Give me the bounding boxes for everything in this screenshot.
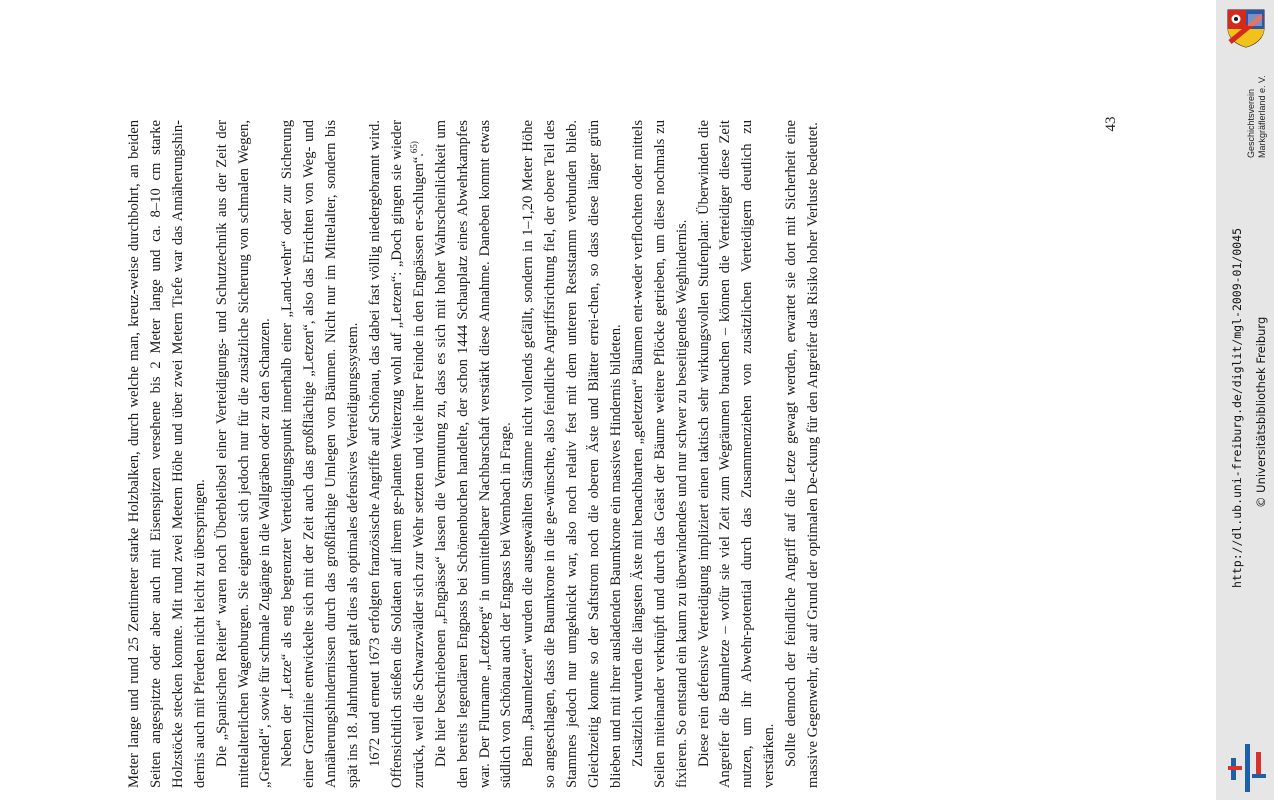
- permalink-url[interactable]: http://dl.ub.uni-freiburg.de/diglit/mgl-2009-01/0045: [1230, 227, 1244, 588]
- paragraph: Beim „Baumletzen“ wurden die ausgewählten Stämme nicht vollends gefällt, sondern in 1–1,20 Meter Höhe so angeschlagen, dass die Baumkrone in die ge-wünschte, also feindliche Angriffsrichtung fiel, der obere Teil des Stammes jedoch nur umgeknickt war, also noch relativ fest mit dem unteren Reststamm verbunden blieb. Gleichzeitig konnte so der Saftstrom noch die oberen Äste und Blätter errei-chen, so dass diese länger grün blieben und mit ihrer ausladenden Baumkrone ein massives Hindernis bildeten.: [520, 120, 624, 788]
- paragraph-with-footnote: [365, 120, 431, 788]
- paragraph: Die hier beschriebenen „Engpässe“ lassen die Vermutung zu, dass es sich mit hoher Wahrscheinlichkeit um den bereits legendären Engpass bei Schönenbuchen handelte, der schon 1444 Schauplatz eines Abwehrkampfes war. Der Flurname „Letzberg“ in unmittelbarer Nachbarschaft verstärkt diese Annahme. Daneben kommt etwas südlich von Schönau auch der Engpass bei Wembach in Frage.: [432, 120, 515, 788]
- paragraph: Diese rein defensive Verteidigung impliziert einen taktisch sehr wirkungsvollen Stufenplan: Überwinden die Angreifer die Baumletze – wofür sie viel Zeit zum Wegräumen brauchen – können die Verteidiger diese Zeit nutzen, um ihr Abwehr-potential durch das Zusammenziehen von zusätzlichen Verteidigern deutlich zu verstärken.: [695, 120, 778, 788]
- association-name-line2: Markgräflerland e. V.: [1257, 75, 1267, 158]
- page-number: 43: [1102, 116, 1119, 132]
- footnote-ref: 65): [408, 141, 419, 154]
- copyright-notice: © Universitätsbibliothek Freiburg: [1254, 316, 1268, 508]
- paragraph: Die „Spanischen Reiter“ waren noch Überbleibsel einer Verteidigungs- und Schutztechnik aus der Zeit der mittelalterlichen Wagenburgen. Sie eigneten sich jedoch nur für die zusätzliche Sicherung von schmalen Wegen, „Grendel“, sowie für schmale Zugänge in die Wallgräben oder zu den Schanzen.: [213, 120, 274, 788]
- association-name-line1: Geschichtsverein: [1246, 88, 1256, 158]
- paragraph: Meter lange und rund 25 Zentimeter starke Holzbalken, durch welche man, kreuz-weise durchbohrt, an beiden Seiten angespitzte oder aber auch mit Eisenspitzen versehene bis 2 Meter lange und ca. 8–10 cm starke Holzstöcke stecken konnte. Mit rund zwei Metern Höhe und über zwei Metern Tiefe war das Annäherungshin-dernis auch mit Pferden nicht leicht zu überspringen.: [126, 120, 208, 788]
- paragraph: Zusätzlich wurden die längsten Äste mit benachbarten „geletzten“ Bäumen ent-weder verflochten oder mittels Seilen miteinander verknüpft und durch das Geäst der Bäume weitere Pflöcke getrieben, um diese nochmals zu fixieren. So entstand ein kaum zu überwindendes und nur schwer zu beseitigendes Weghindernis.: [629, 120, 690, 788]
- paragraph: Sollte dennoch der feindliche Angriff auf die Letze gewagt werden, erwartet sie dort mit Sicherheit eine massive Gegenwehr, die auf Grund der optimalen De-ckung für den Angreifer das Risiko hoher Verluste bedeutet.: [783, 120, 822, 788]
- paragraph-text: 1672 und erneut 1673 erfolgten französische Angriffe auf Schönau, das dabei fast völlig niedergebrannt wird. Offensichtlich stießen die Soldaten auf ihrem ge-planten Weiterzug wohl auf „Letzen“: „Doch gingen sie wieder zurück, weil die Schwarzwälder sich zur Wehr setzten und viele ihrer Feinde in den Engpässen er-schlugen“.: [366, 120, 427, 788]
- university-library-logo: [1226, 744, 1268, 792]
- paragraph: Neben der „Letze“ als eng begrenzter Verteidigungspunkt innerhalb einer „Land-wehr“ oder zur Sicherung einer Grenzlinie entwickelte sich mit der Zeit auch das großflächige „Letzen“, also das Errichten von Weg- und Annäherungshindernissen durch das großflächige Umlegen von Bäumen. Nicht nur im Mittelalter, sondern bis spät ins 18. Jahrhundert galt dies als optimales defensives Verteidigungssystem.: [279, 120, 362, 788]
- page-text-body: [124, 120, 825, 788]
- association-crest-logo: [1224, 8, 1268, 48]
